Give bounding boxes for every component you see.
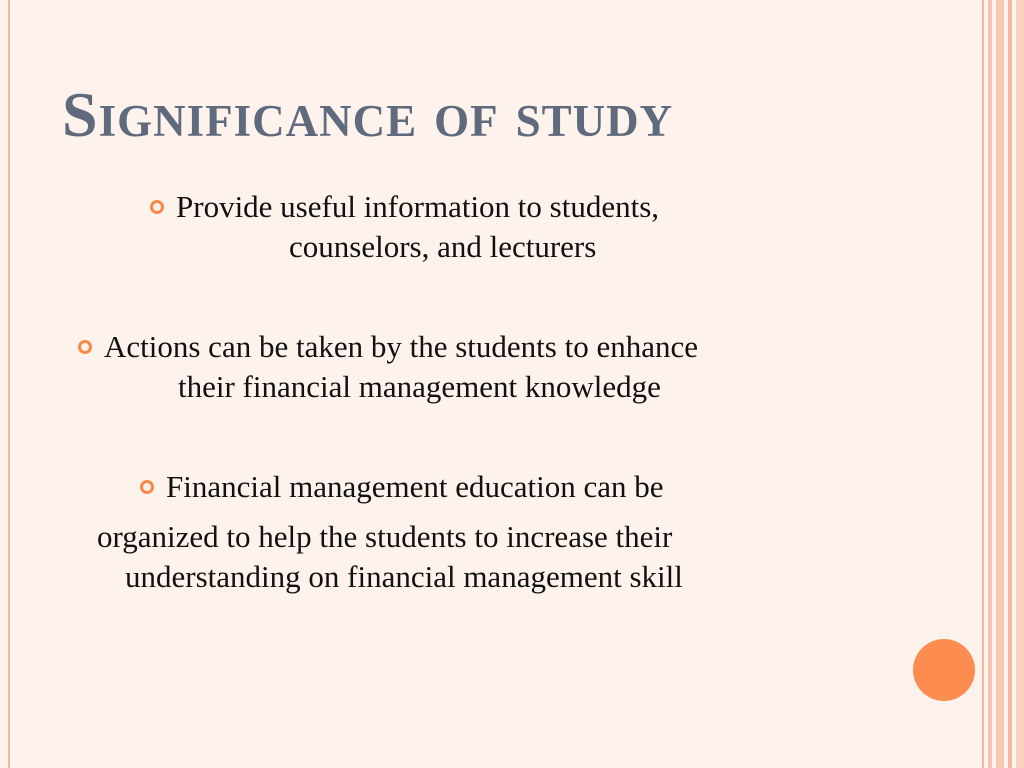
right-decor-stripe <box>988 0 992 768</box>
bullet-item-1-continuation: counselors, and lecturers <box>289 229 597 264</box>
right-decor-stripe <box>1016 0 1024 768</box>
right-decor-stripe <box>1008 0 1012 768</box>
right-decor-stripe <box>982 0 984 768</box>
slide-title: Significance of study <box>62 79 674 150</box>
bullet-item-2 <box>78 327 698 367</box>
bullet-item-3-continuation: organized to help the students to increase their <box>97 519 673 554</box>
ring-bullet-icon <box>140 480 154 494</box>
bullet-text: Actions can be taken by the students to enhance <box>104 329 698 364</box>
bullet-text: Provide useful information to students, <box>176 189 660 224</box>
bullet-item-3-continuation: understanding on financial management skill <box>125 559 683 594</box>
decorative-circle <box>913 639 975 701</box>
bullet-item-1 <box>150 187 659 227</box>
ring-bullet-icon <box>150 200 164 214</box>
left-frame-line <box>8 0 10 768</box>
bullet-item-3 <box>140 467 664 507</box>
right-decor-stripe <box>996 0 1004 768</box>
ring-bullet-icon <box>78 340 92 354</box>
bullet-item-2-continuation: their financial management knowledge <box>178 369 661 404</box>
bullet-text: Financial management education can be <box>166 469 664 504</box>
